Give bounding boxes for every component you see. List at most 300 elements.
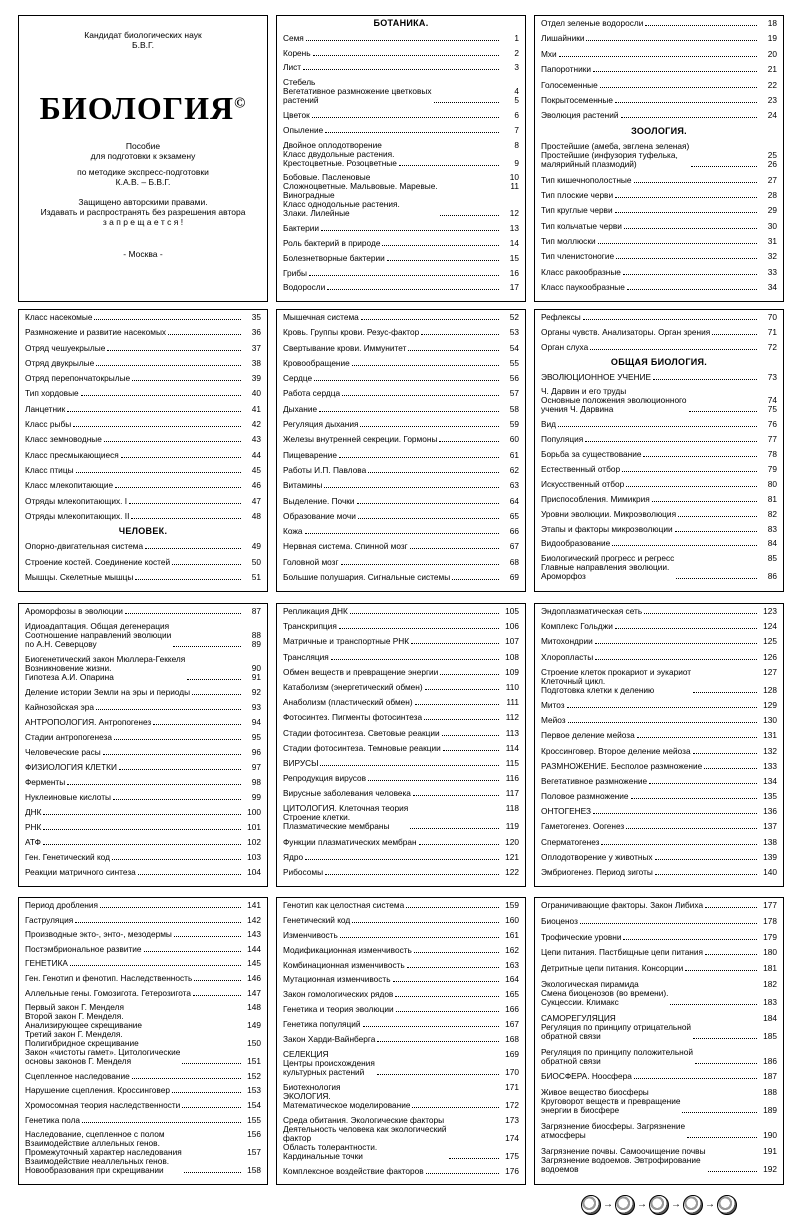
dot-leader <box>645 25 757 26</box>
toc-entry <box>25 435 261 444</box>
toc-page-number: 68 <box>509 556 519 567</box>
dot-leader <box>426 1173 499 1174</box>
dot-leader <box>360 426 499 427</box>
dot-leader <box>691 166 757 167</box>
dot-leader <box>325 874 499 875</box>
dot-leader <box>695 1063 757 1064</box>
dot-leader <box>655 874 757 875</box>
toc-entry-title: Мейоз <box>541 715 566 726</box>
dot-leader <box>411 643 499 644</box>
dot-leader <box>637 737 757 738</box>
toc-page-number: 54 <box>509 342 519 353</box>
toc-entry-title: Генетика пола <box>25 1114 81 1125</box>
toc-page-number: 34 <box>767 282 777 293</box>
dot-leader <box>320 765 499 766</box>
toc-entry-title: Транскрипция <box>283 621 337 632</box>
toc-entry <box>541 917 777 926</box>
dot-leader <box>305 533 499 534</box>
toc-page-number: 18 <box>767 18 777 28</box>
toc-page-number: 126 <box>763 651 777 662</box>
toc-page-number: 141 <box>247 900 261 910</box>
city-line: - Москва - <box>123 249 163 259</box>
toc-entry-title: Железы внутренней секреции. Гормоны <box>283 434 438 445</box>
toc-page-number: 16 <box>509 267 519 278</box>
toc-page-number: 43 <box>251 434 261 445</box>
toc-entry-title: Отряд двукрылые <box>25 357 95 368</box>
toc-entry <box>283 34 519 43</box>
toc-entry-title: Стебель Вегетативное размножение цветковых растений <box>283 77 432 106</box>
dot-leader <box>615 102 757 103</box>
dot-leader <box>138 874 241 875</box>
dot-leader <box>595 643 757 644</box>
toc-entry-title: Катаболизм (энергетический обмен) <box>283 681 423 692</box>
toc-entry-title: Естественный отбор <box>541 464 621 475</box>
dot-leader <box>131 518 241 519</box>
toc-entry <box>25 853 261 862</box>
toc-page-number: 49 <box>251 541 261 552</box>
toc-entry-title: Ген. Генетический код <box>25 852 110 862</box>
dot-leader <box>612 545 757 546</box>
toc-page-number: 186 <box>763 1055 777 1066</box>
toc-entry <box>283 405 519 414</box>
dot-leader <box>67 411 241 412</box>
toc-entry-title: Корень <box>283 47 311 58</box>
dot-leader <box>687 1137 757 1138</box>
dot-leader <box>325 132 499 133</box>
toc-page-number: 105 <box>505 606 519 616</box>
toc-entry-title: Ч. Дарвин и его труды Основные положения эволюционного учения Ч. Дарвина <box>541 386 687 415</box>
dot-leader <box>705 954 757 955</box>
section-heading: БОТАНИКА. <box>373 18 429 28</box>
toc-entry-title: Кайнозойская эра <box>25 702 94 712</box>
toc-page-number: 6 <box>514 109 519 120</box>
dot-leader <box>132 1078 241 1079</box>
toc-entry-title: Класс земноводные <box>25 434 102 445</box>
dot-leader <box>634 182 758 183</box>
toc-entry <box>25 808 261 817</box>
toc-page-number: 7 <box>514 124 519 135</box>
toc-entry-title: Живое вещество биосферы Круговорот веществ и превращение энергии в биосфере <box>541 1087 681 1116</box>
toc-page-number: 31 <box>767 236 777 247</box>
toc-page-number: 25 26 <box>767 150 777 170</box>
toc-entry <box>283 374 519 383</box>
toc-page-number: 58 <box>509 403 519 414</box>
toc-entry-title: Ферменты <box>25 777 66 787</box>
toc-page-number: 107 <box>505 636 519 647</box>
toc-entry-title: Строение клеток прокариот и эукариот Клеточный цикл. Подготовка клетки к делению <box>541 666 692 695</box>
toc-panel-10 <box>276 897 526 1185</box>
toc-entry <box>25 930 261 939</box>
toc-page-number: 51 <box>251 572 261 583</box>
toc-entry <box>541 191 777 200</box>
dot-leader <box>82 1122 241 1123</box>
dot-leader <box>121 457 241 458</box>
toc-entry <box>283 111 519 120</box>
dot-leader <box>452 579 499 580</box>
toc-entry-title: Загрязнение биосферы. Загрязнение атмосферы <box>541 1120 686 1140</box>
toc-page-number: 66 <box>509 526 519 537</box>
toc-entry-title: Изменчивость <box>283 929 338 940</box>
toc-entry <box>283 1167 519 1176</box>
dot-leader <box>595 659 757 660</box>
toc-page-number: 100 <box>247 807 261 817</box>
dot-leader <box>103 754 241 755</box>
toc-page-number: 134 <box>763 775 777 786</box>
toc-page-number: 169 170 <box>505 1048 519 1077</box>
toc-page-number: 13 <box>509 223 519 234</box>
toc-entry-title: Аллельные гены. Гомозигота. Гетерозигота <box>25 987 191 998</box>
toc-entry-title: Выделение. Почки <box>283 495 355 506</box>
dot-leader <box>593 813 757 814</box>
toc-entry-title: Опорно-двигательная система <box>25 541 144 552</box>
toc-entry-title: Репликация ДНК <box>283 606 348 616</box>
arrow-icon: → <box>671 1199 681 1211</box>
toc-entry <box>541 510 777 519</box>
dot-leader <box>368 472 499 473</box>
dot-leader <box>412 1107 499 1108</box>
toc-entry-title: БИОСФЕРА. Ноосфера <box>541 1071 632 1082</box>
dot-leader <box>689 411 757 412</box>
toc-entry <box>25 901 261 910</box>
toc-entry <box>541 252 777 261</box>
dot-leader <box>132 380 241 381</box>
toc-entry-title: Семя <box>283 32 304 43</box>
dot-leader <box>623 939 757 940</box>
toc-entry-title: Обмен веществ и превращение энергии <box>283 666 439 677</box>
toc-entry-title: Тип членистоногие <box>541 251 615 262</box>
dot-leader <box>568 722 757 723</box>
dot-leader <box>621 117 757 118</box>
toc-page-number: 138 <box>763 836 777 847</box>
toc-page-number: 10 11 12 <box>509 172 519 219</box>
toc-page-number: 112 <box>505 712 519 723</box>
toc-entry <box>541 668 777 695</box>
toc-entry <box>541 622 777 631</box>
toc-entry-title: Стадии антропогенеза <box>25 732 112 742</box>
toc-entry-title: ФИЗИОЛОГИЯ КЛЕТКИ <box>25 762 117 772</box>
toc-entry <box>283 961 519 970</box>
toc-entry <box>541 50 777 59</box>
toc-entry <box>283 931 519 940</box>
toc-entry <box>283 49 519 58</box>
toc-page-number: 155 <box>247 1114 261 1125</box>
toc-entry <box>541 19 777 28</box>
toc-entry <box>283 389 519 398</box>
toc-page-number: 156 157 158 <box>247 1129 261 1176</box>
toc-entry-title: Ароморфозы в эволюции <box>25 606 123 616</box>
toc-entry <box>25 989 261 998</box>
toc-entry <box>25 718 261 727</box>
toc-page-number: 144 <box>247 943 261 954</box>
dot-leader <box>634 1078 757 1079</box>
toc-page-number: 162 <box>505 944 519 955</box>
toc-entry <box>541 343 777 352</box>
toc-entry-title: Приспособления. Мимикрия <box>541 493 650 504</box>
toc-page-number: 56 <box>509 373 519 384</box>
toc-page-number: 94 <box>251 717 261 727</box>
toc-entry <box>283 759 519 768</box>
toc-page-number: 45 <box>251 464 261 475</box>
toc-page-number: 41 <box>251 403 261 414</box>
toc-page-number: 30 <box>767 220 777 231</box>
toc-entry-title: Тип кольчатые черви <box>541 220 622 231</box>
toc-entry <box>541 539 777 548</box>
toc-entry <box>25 1086 261 1095</box>
toc-entry <box>541 435 777 444</box>
toc-page-number: 178 <box>763 915 777 926</box>
toc-entry <box>283 838 519 847</box>
toc-entry-title: Отряд чешуекрылые <box>25 342 106 353</box>
dot-leader <box>331 659 499 660</box>
toc-entry <box>541 96 777 105</box>
toc-entry <box>541 701 777 710</box>
toc-entry-title: Бобовые. Пасленовые Сложноцветные. Мальвовые. Маревые. Виноградные Класс однодольные растения. Злаки. Лилейные <box>283 172 438 219</box>
dot-leader <box>67 784 241 785</box>
dot-leader <box>319 411 499 412</box>
dot-leader <box>321 230 499 231</box>
toc-page-number: 24 <box>767 110 777 121</box>
toc-page-number: 32 <box>767 251 777 262</box>
dot-leader <box>309 275 499 276</box>
toc-panel-2 <box>534 15 784 302</box>
toc-page-number: 53 <box>509 327 519 338</box>
toc-panel-8 <box>534 603 784 887</box>
toc-entry-title: Биоценоз <box>541 915 578 926</box>
toc-page-number: 40 <box>251 388 261 399</box>
toc-entry-title: Этапы и факторы микроэволюции <box>541 523 673 534</box>
dot-leader <box>382 245 499 246</box>
toc-page-number: 180 <box>763 947 777 958</box>
toc-entry-title: Размножение и развитие насекомых <box>25 327 167 338</box>
dot-leader <box>324 487 499 488</box>
dot-leader <box>145 548 241 549</box>
toc-page-number: 79 <box>767 464 777 475</box>
toc-entry-title: Хлоропласты <box>541 651 594 662</box>
toc-entry <box>541 328 777 337</box>
book-title-text: БИОЛОГИЯ <box>39 90 235 126</box>
dot-leader <box>406 907 499 908</box>
dot-leader <box>693 1038 757 1039</box>
section-heading: ЧЕЛОВЕК. <box>118 526 168 537</box>
toc-entry <box>283 637 519 646</box>
toc-entry <box>283 607 519 616</box>
toc-entry <box>541 81 777 90</box>
toc-entry <box>283 713 519 722</box>
toc-entry <box>541 653 777 662</box>
toc-entry <box>283 1005 519 1014</box>
dot-leader <box>377 1074 499 1075</box>
toc-entry-title: Половое размножение <box>541 791 629 802</box>
toc-entry <box>25 389 261 398</box>
toc-page-number: 21 <box>767 64 777 75</box>
toc-page-number: 47 <box>251 495 261 506</box>
toc-entry <box>283 1116 519 1161</box>
toc-page-number: 108 <box>505 651 519 662</box>
dot-leader <box>583 319 757 320</box>
dot-leader <box>615 212 757 213</box>
toc-page-number: 117 <box>505 788 519 799</box>
arrow-icon: → <box>603 1199 613 1211</box>
dot-leader <box>327 289 499 290</box>
dot-leader <box>627 289 757 290</box>
dot-leader <box>357 503 499 504</box>
toc-page-number: 39 <box>251 373 261 384</box>
toc-entry-title: Первое деление мейоза <box>541 730 635 741</box>
toc-entry-title: САМОРЕГУЛЯЦИЯ Регуляция по принципу отрицательной обратной связи <box>541 1012 692 1041</box>
toc-entry <box>283 466 519 475</box>
toc-page-number: 8 9 <box>514 139 519 168</box>
toc-page-number: 95 <box>251 732 261 742</box>
toc-entry-title: Мутационная изменчивость <box>283 974 391 985</box>
dot-leader <box>442 735 499 736</box>
toc-entry <box>25 868 261 877</box>
toc-entry-title: Дыхание <box>283 403 318 414</box>
toc-entry <box>283 622 519 631</box>
toc-entry-title: Отряд перепончатокрылые <box>25 373 131 384</box>
dot-leader <box>675 531 757 532</box>
title-page-panel <box>18 15 268 302</box>
toc-page-number: 55 <box>509 357 519 368</box>
toc-page-number: 143 <box>247 929 261 940</box>
cell-stage-icon <box>615 1195 635 1215</box>
toc-entry-title: Класс пресмыкающиеся <box>25 449 119 460</box>
toc-entry-title: Грибы <box>283 267 307 278</box>
dot-leader <box>440 674 499 675</box>
toc-page-number: 140 <box>763 867 777 877</box>
toc-panel-9 <box>18 897 268 1185</box>
toc-page-number: 161 <box>505 929 519 940</box>
toc-entry <box>541 1088 777 1115</box>
dot-leader <box>601 844 757 845</box>
toc-entry <box>541 716 777 725</box>
toc-entry-title: Отряды млекопитающих. II <box>25 510 130 521</box>
toc-entry <box>25 688 261 697</box>
dot-leader <box>616 258 757 259</box>
toc-page-number: 121 <box>505 851 519 862</box>
toc-entry-title: Комбинационная изменчивость <box>283 959 405 970</box>
toc-entry-title: Сперматогенез <box>541 836 600 847</box>
toc-entry <box>283 916 519 925</box>
toc-page-number: 28 <box>767 189 777 200</box>
toc-entry-title: Кровь. Группы крови. Резус-фактор <box>283 327 420 338</box>
toc-entry <box>541 1072 777 1081</box>
toc-entry-title: Модификационная изменчивость <box>283 944 412 955</box>
toc-entry <box>25 748 261 757</box>
toc-page-number: 166 <box>505 1004 519 1015</box>
toc-page-number: 142 <box>247 914 261 925</box>
toc-entry-title: Среда обитания. Экологические факторы Деятельность человека как экологический фактор Область толерантности. Кардинальные точки <box>283 1114 447 1161</box>
toc-entry-title: СЕЛЕКЦИЯ Центры происхождения культурных растений <box>283 1048 375 1077</box>
dot-leader <box>419 844 499 845</box>
toc-entry-title: Витамины <box>283 480 323 491</box>
dot-leader <box>193 995 241 996</box>
toc-page-number: 111 <box>506 697 519 708</box>
dot-leader <box>306 40 499 41</box>
dot-leader <box>75 922 241 923</box>
toc-entry <box>541 525 777 534</box>
toc-entry <box>541 65 777 74</box>
toc-entry-title: Генетический код <box>283 914 351 925</box>
toc-entry <box>283 729 519 738</box>
dot-leader <box>410 828 499 829</box>
toc-entry-title: Матричные и транспортные РНК <box>283 636 410 647</box>
toc-page-number: 148 149 150 151 <box>247 1002 261 1067</box>
toc-entry <box>541 792 777 801</box>
toc-page-number: 168 <box>505 1034 519 1045</box>
dot-leader <box>115 487 241 488</box>
toc-entry <box>283 254 519 263</box>
toc-page-number: 104 <box>247 867 261 877</box>
toc-page-number: 71 <box>767 326 777 337</box>
dot-leader <box>415 704 499 705</box>
toc-page-number: 14 <box>509 237 519 248</box>
toc-entry-title: Тип кишечнополостные <box>541 174 632 185</box>
toc-entry-title: Отдел зеленые водоросли <box>541 18 644 28</box>
toc-page-number: 187 <box>763 1071 777 1082</box>
dot-leader <box>358 518 499 519</box>
toc-panel-3 <box>18 309 268 592</box>
dot-leader <box>76 472 241 473</box>
toc-entry-title: Биологический прогресс и регресс Главные направления эволюции. Ароморфоз <box>541 553 675 582</box>
toc-entry <box>283 224 519 233</box>
toc-page-number: 159 <box>505 900 519 910</box>
toc-entry <box>283 497 519 506</box>
toc-entry-title: Мхи <box>541 48 557 59</box>
toc-entry <box>283 1050 519 1077</box>
dot-leader <box>135 579 241 580</box>
toc-page-number: 102 <box>247 837 261 847</box>
toc-entry-title: Тип моллюски <box>541 236 596 247</box>
toc-entry <box>283 542 519 551</box>
toc-page-number: 23 <box>767 94 777 105</box>
dot-leader <box>670 1004 757 1005</box>
toc-entry <box>541 901 777 910</box>
dot-leader <box>414 952 499 953</box>
dot-leader <box>624 228 757 229</box>
toc-page-number: 64 <box>509 495 519 506</box>
dot-leader <box>352 365 499 366</box>
dot-leader <box>449 1158 499 1159</box>
dot-leader <box>682 1112 757 1113</box>
toc-page-number: 2 <box>514 47 519 58</box>
toc-entry <box>541 853 777 862</box>
toc-entry-title: Рибосомы <box>283 867 324 877</box>
toc-page-number: 190 <box>763 1129 777 1140</box>
toc-entry <box>283 683 519 692</box>
toc-entry <box>283 435 519 444</box>
dot-leader <box>623 274 757 275</box>
toc-entry-title: ЦИТОЛОГИЯ. Клеточная теория Строение клетки. Плазматические мембраны <box>283 803 409 832</box>
section-heading: ОБЩАЯ БИОЛОГИЯ. <box>610 356 708 367</box>
toc-entry <box>25 974 261 983</box>
dot-leader <box>172 564 241 565</box>
toc-entry <box>283 527 519 536</box>
toc-page-number: 72 <box>767 341 777 352</box>
toc-page-number: 80 <box>767 478 777 489</box>
toc-entry-title: Наследование, сцепленное с полом Взаимодействие аллельных генов. Промежуточный характер наследования Взаимодействие неаллельных генов. Новообразования при скрещивании <box>25 1129 182 1176</box>
dot-leader <box>361 319 499 320</box>
toc-entry-title: Гаструляция <box>25 914 74 925</box>
dot-leader <box>708 1171 757 1172</box>
toc-entry <box>25 1116 261 1125</box>
toc-entry-title: Вегетативное размножение <box>541 775 648 786</box>
toc-entry <box>25 542 261 551</box>
toc-page-number: 110 <box>505 681 519 692</box>
dot-leader <box>652 501 757 502</box>
dot-leader <box>129 503 241 504</box>
toc-entry-title: Популяция <box>541 434 584 445</box>
dot-leader <box>43 814 241 815</box>
